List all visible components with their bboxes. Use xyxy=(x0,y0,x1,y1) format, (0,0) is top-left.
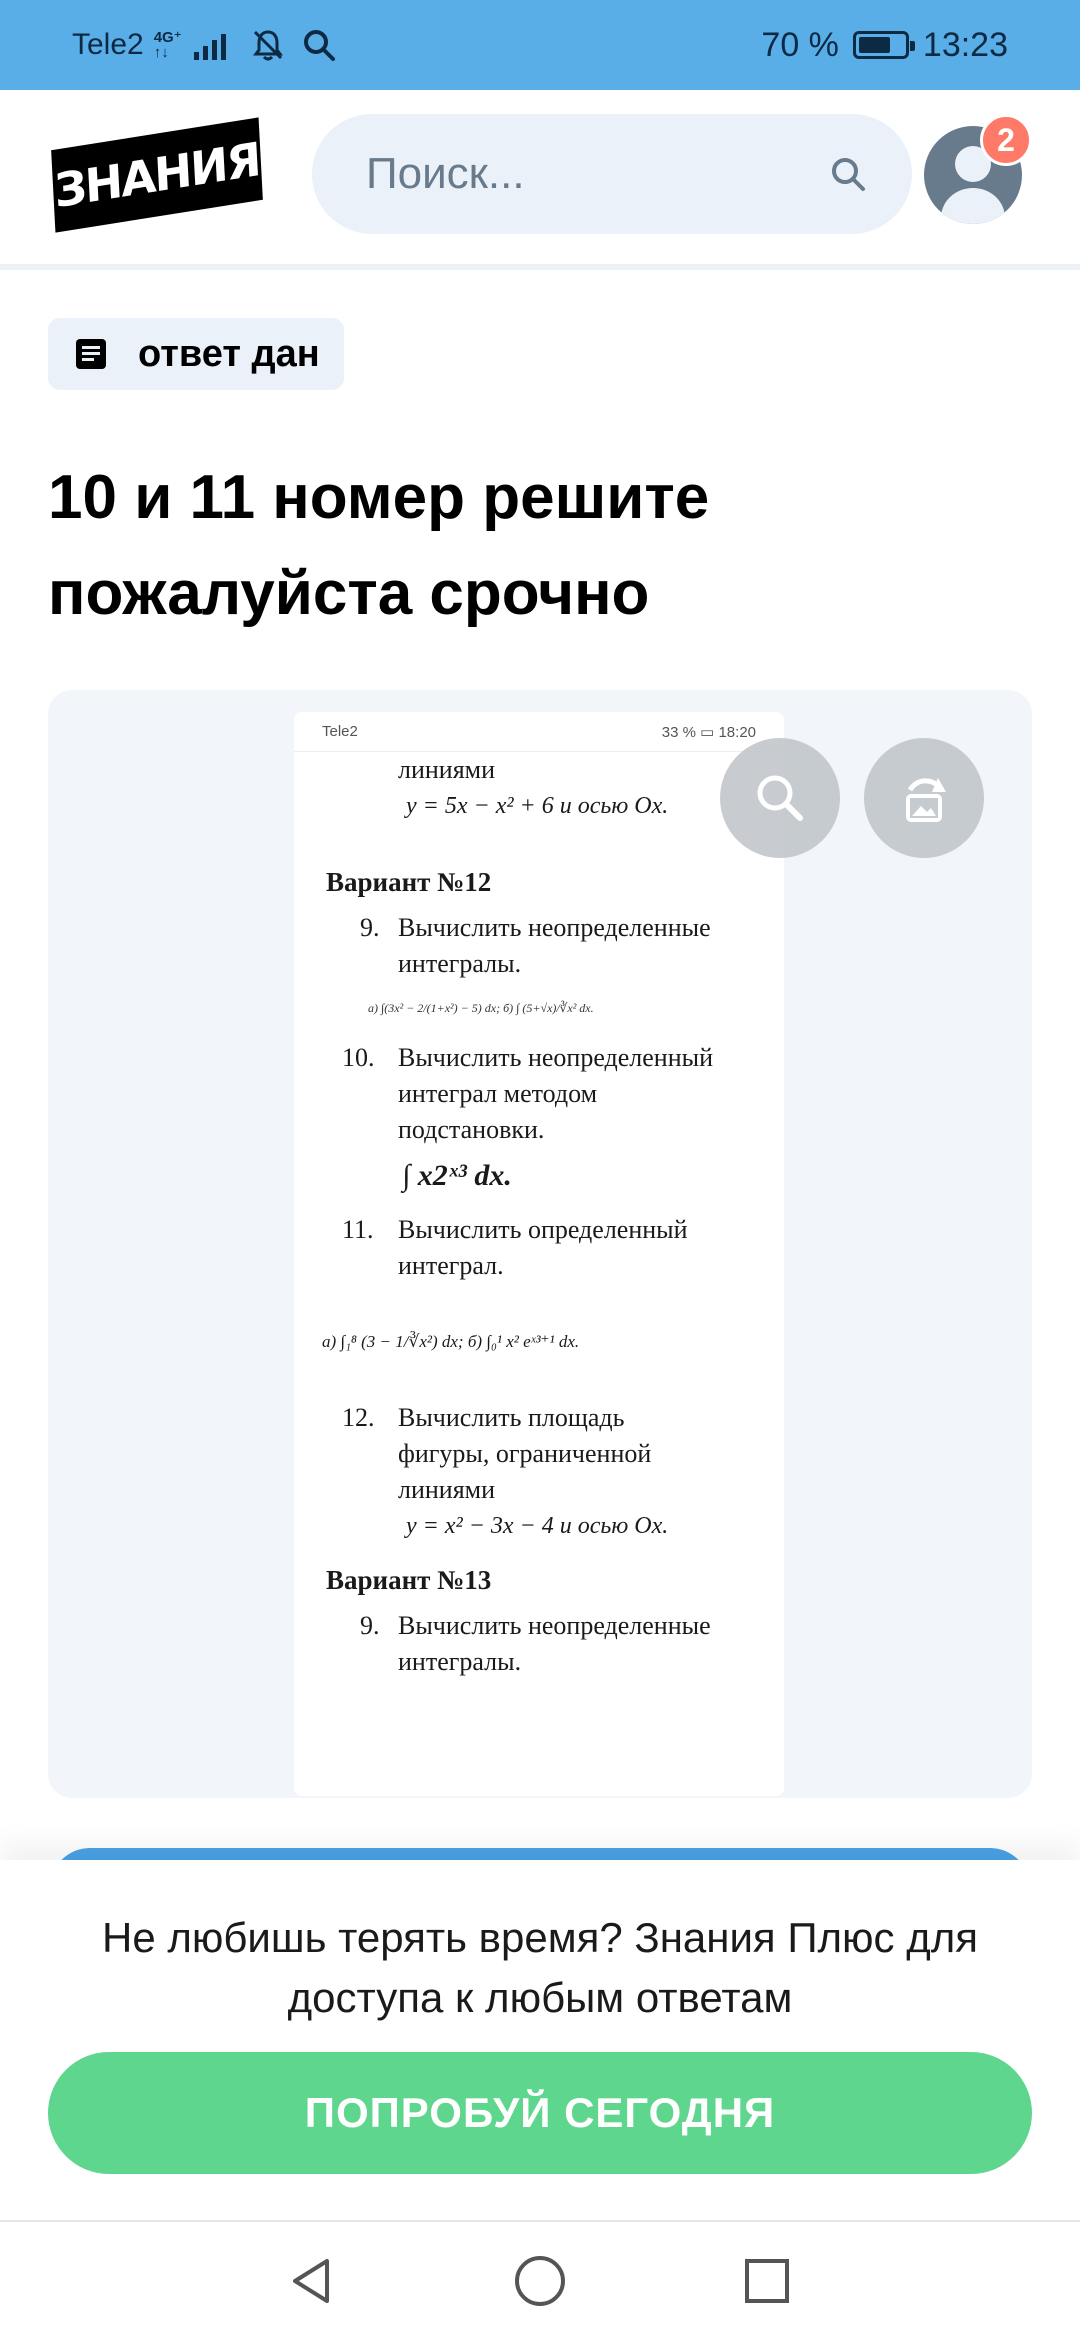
battery-percent: 70 % xyxy=(761,25,839,64)
task-text: интеграл методом xyxy=(398,1079,598,1108)
attachment-status-right: 33 % ▭ 18:20 xyxy=(661,723,756,741)
text-line: линиями xyxy=(398,755,496,784)
rotate-image-button[interactable] xyxy=(864,738,984,858)
task-text: интеграл. xyxy=(398,1251,504,1280)
try-today-button[interactable]: ПОПРОБУЙ СЕГОДНЯ xyxy=(48,2052,1032,2174)
answered-label: ответ дан xyxy=(138,332,320,375)
battery-fill xyxy=(859,37,890,53)
attachment-carrier: Tele2 xyxy=(322,723,358,740)
task-number: 12. xyxy=(342,1403,375,1432)
question-title: 10 и 11 номер решите пожалуйста срочно xyxy=(48,463,710,628)
network-type-top: 4G⁺ xyxy=(153,29,182,46)
task-text: Вычислить неопределенные xyxy=(398,913,711,942)
notification-badge[interactable]: 2 xyxy=(980,114,1032,166)
network-type xyxy=(154,30,182,60)
task-text: Вычислить неопределенный xyxy=(398,1043,714,1072)
attachment-container xyxy=(48,690,1032,1798)
task-number: 11. xyxy=(342,1215,374,1244)
task-text: Вычислить площадь xyxy=(398,1403,625,1432)
app-header xyxy=(0,90,1080,270)
formula-line: а) ∫(3x² − 2/(1+x²) − 5) dx; б) ∫ (5+√x)/∛x² dx. xyxy=(368,1001,594,1015)
task-text: Вычислить определенный xyxy=(398,1215,688,1244)
avatar-body xyxy=(941,188,1005,224)
search-icon xyxy=(302,28,336,62)
task-text: интегралы. xyxy=(398,949,522,978)
task-number: 9. xyxy=(360,913,380,942)
status-right xyxy=(761,26,1008,65)
search-icon xyxy=(750,768,810,828)
recents-icon[interactable] xyxy=(739,2253,795,2309)
clock: 13:23 xyxy=(922,25,1008,64)
attachment-image[interactable] xyxy=(294,712,784,1796)
task-number: 10. xyxy=(342,1043,375,1072)
banner-text: Не любишь терять время? Знания Плюс для доступа к любым ответам xyxy=(102,1914,978,2021)
document-icon xyxy=(74,337,108,371)
task-text: линиями xyxy=(398,1475,496,1504)
task-item xyxy=(294,1400,784,1436)
task-text: подстановки. xyxy=(398,1115,545,1144)
task-text: интегралы. xyxy=(398,1647,522,1676)
mute-icon xyxy=(250,27,286,63)
answered-badge xyxy=(48,318,344,390)
formula-line: а) ∫₁⁸ (3 − 1/∛x²) dx; б) ∫₀¹ x² eˣ³⁺¹ dx. xyxy=(322,1332,580,1351)
carrier-name: Tele2 xyxy=(72,28,144,61)
task-text: фигуры, ограниченной xyxy=(398,1439,652,1468)
system-nav-bar xyxy=(0,2220,1080,2340)
task-item xyxy=(294,1608,784,1644)
task-item xyxy=(294,910,784,946)
brand-logo[interactable]: ЗНАНИЯ xyxy=(51,117,263,232)
back-icon[interactable] xyxy=(285,2253,341,2309)
home-icon[interactable] xyxy=(512,2253,568,2309)
task-text: Вычислить неопределенные xyxy=(398,1611,711,1640)
search-icon[interactable] xyxy=(828,154,868,194)
signal-icon xyxy=(194,30,226,60)
status-bar xyxy=(0,0,1080,90)
battery-icon xyxy=(853,31,909,59)
subscription-banner xyxy=(0,1860,1080,2220)
formula-line: y = 5x − x² + 6 и осью Ox. xyxy=(406,793,669,819)
formula-line: ∫ x2ˣ³ dx. xyxy=(402,1159,512,1192)
search-input[interactable]: Поиск... xyxy=(366,149,525,198)
formula-line: y = x² − 3x − 4 и осью Ox. xyxy=(406,1513,669,1539)
attachment-status-bar xyxy=(294,712,784,752)
task-number: 9. xyxy=(360,1611,380,1640)
task-item xyxy=(294,1040,784,1076)
search-bar[interactable] xyxy=(312,114,912,234)
variant-heading: Вариант №12 xyxy=(326,867,492,897)
zoom-button[interactable] xyxy=(720,738,840,858)
network-type-bottom: ↑↓ xyxy=(153,44,169,61)
variant-heading: Вариант №13 xyxy=(326,1565,492,1595)
task-item xyxy=(294,1212,784,1248)
status-left xyxy=(72,27,336,63)
rotate-image-icon xyxy=(894,768,954,828)
